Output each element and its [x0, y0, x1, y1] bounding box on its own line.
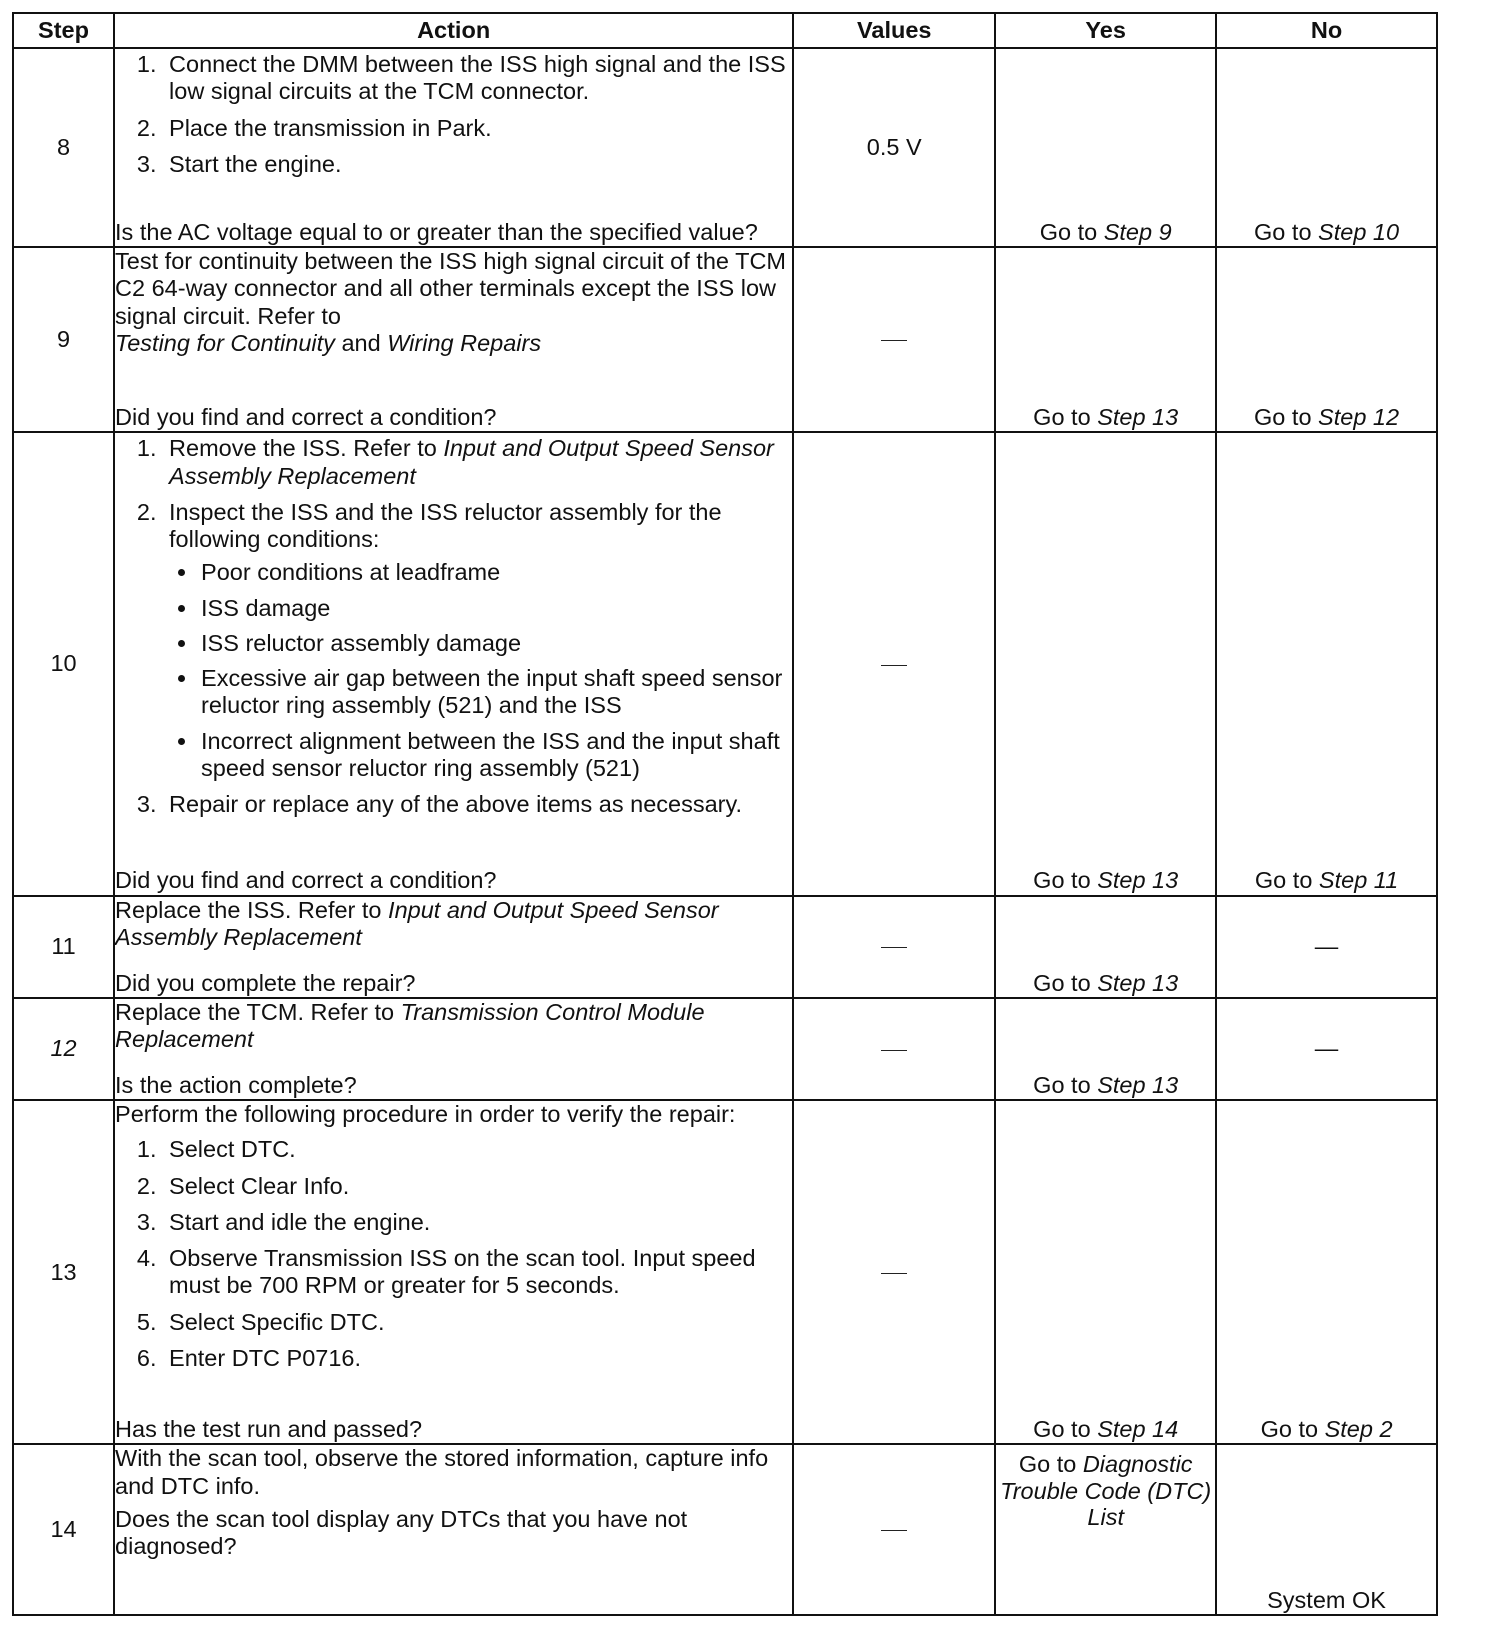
action-question: Did you find and correct a condition?	[115, 867, 497, 894]
action-item	[163, 435, 792, 490]
action-item: 6. Enter DTC P0716.	[163, 1345, 792, 1372]
reference-link[interactable]: Input and Output Speed Sensor Assembly Replacement	[115, 896, 719, 950]
yes-cell	[995, 896, 1216, 998]
value-cell	[793, 247, 995, 432]
action-item: 1. Select DTC.	[163, 1136, 792, 1163]
table-row	[13, 432, 1437, 895]
action-item: 3. Start and idle the engine.	[163, 1209, 792, 1236]
reference-link[interactable]: Wiring Repairs	[387, 329, 542, 356]
action-cell	[114, 896, 793, 998]
yes-prefix: Go to	[1033, 969, 1091, 996]
action-question: Does the scan tool display any DTCs that you have not diagnosed?	[115, 1505, 688, 1560]
yes-link[interactable]: Step 9	[1103, 218, 1172, 245]
diagnostic-table-sheet	[12, 12, 1438, 1616]
action-paragraph	[115, 897, 792, 952]
action-item: 1. Connect the DMM between the ISS high signal and the ISS low signal circuits at the TCM connector.	[163, 51, 792, 106]
value-cell: 0.5 V	[793, 48, 995, 247]
yes-cell	[995, 1100, 1216, 1444]
no-cell: System OK	[1216, 1444, 1437, 1615]
action-item: 3. Start the engine.	[163, 151, 792, 178]
action-cell	[114, 48, 793, 247]
step-number: 11	[13, 896, 114, 998]
value-dash	[881, 1273, 907, 1274]
no-cell	[1216, 432, 1437, 895]
no-link[interactable]: Step 12	[1318, 404, 1400, 431]
value-dash	[881, 665, 907, 666]
step-number: 10	[13, 432, 114, 895]
value-dash	[881, 947, 907, 948]
table-row	[13, 48, 1437, 247]
no-cell	[1216, 247, 1437, 432]
diagnostic-table	[12, 12, 1438, 1616]
condition-bullet: • Excessive air gap between the input shaft speed sensor reluctor ring assembly (521) and the ISS	[199, 665, 792, 720]
value-cell	[793, 1444, 995, 1615]
no-cell	[1216, 1100, 1437, 1444]
value-cell	[793, 998, 995, 1100]
condition-bullet: • Incorrect alignment between the ISS and the input shaft speed sensor reluctor ring assembly (521)	[199, 728, 792, 783]
table-row	[13, 896, 1437, 998]
reference-link[interactable]: Testing for Continuity	[115, 329, 335, 356]
no-cell: —	[1216, 998, 1437, 1100]
table-row	[13, 247, 1437, 432]
action-item	[163, 499, 792, 782]
table-row	[13, 998, 1437, 1100]
header-action: Action	[114, 13, 793, 48]
action-item: 2. Select Clear Info.	[163, 1173, 792, 1200]
action-question: Is the AC voltage equal to or greater than the specified value?	[115, 218, 758, 245]
value-dash	[881, 340, 907, 341]
yes-link[interactable]: Step 13	[1097, 404, 1179, 431]
no-prefix: Go to	[1254, 867, 1313, 894]
action-text: and	[341, 329, 381, 356]
yes-link[interactable]: Step 13	[1097, 969, 1179, 996]
action-item: 4. Observe Transmission ISS on the scan tool. Input speed must be 700 RPM or greater for 5 seconds.	[163, 1245, 792, 1300]
action-item: 2. Place the transmission in Park.	[163, 115, 792, 142]
no-cell	[1216, 48, 1437, 247]
action-text: Inspect the ISS and the ISS reluctor assembly for the following conditions:	[169, 498, 722, 553]
action-paragraph	[115, 248, 792, 357]
action-question: Has the test run and passed?	[115, 1416, 423, 1443]
no-link[interactable]: Step 11	[1318, 867, 1399, 894]
action-question: Did you find and correct a condition?	[115, 404, 497, 431]
condition-bullet: • Poor conditions at leadframe	[199, 559, 792, 586]
table-row	[13, 1444, 1437, 1615]
step-number: 12	[13, 998, 114, 1100]
no-prefix: Go to	[1254, 404, 1312, 431]
action-item: 5. Select Specific DTC.	[163, 1309, 792, 1336]
step-number: 8	[13, 48, 114, 247]
condition-bullet: • ISS reluctor assembly damage	[199, 630, 792, 657]
yes-prefix: Go to	[1039, 218, 1098, 245]
action-text: Remove the ISS. Refer to	[169, 435, 437, 462]
table-row	[13, 1100, 1437, 1444]
no-prefix: Go to	[1254, 218, 1312, 245]
value-cell	[793, 896, 995, 998]
yes-prefix: Go to	[1018, 1451, 1077, 1478]
yes-link[interactable]: Step 13	[1097, 867, 1179, 894]
action-paragraph	[115, 999, 792, 1054]
value-cell	[793, 1100, 995, 1444]
value-dash	[881, 1050, 907, 1051]
action-paragraph: With the scan tool, observe the stored information, capture info and DTC info.	[115, 1445, 769, 1499]
action-cell	[114, 1444, 793, 1615]
reference-link[interactable]: Input and Output Speed Sensor Assembly Replacement	[169, 435, 774, 489]
step-number: 9	[13, 247, 114, 432]
header-values: Values	[793, 13, 995, 48]
yes-link[interactable]: Diagnostic Trouble Code (DTC) List	[1000, 1451, 1212, 1530]
action-cell	[114, 247, 793, 432]
yes-prefix: Go to	[1033, 1071, 1091, 1098]
yes-cell	[995, 432, 1216, 895]
yes-prefix: Go to	[1033, 1416, 1091, 1443]
action-text: Test for continuity between the ISS high signal circuit of the TCM C2 64-way connector and all other terminals except the ISS low signal circuit. Refer to	[115, 248, 786, 329]
action-text: Replace the ISS. Refer to	[115, 896, 382, 923]
step-number: 13	[13, 1100, 114, 1444]
action-intro: Perform the following procedure in order to verify the repair:	[115, 1101, 736, 1128]
action-text: Replace the TCM. Refer to	[115, 998, 395, 1025]
table-header-row	[13, 13, 1437, 48]
yes-prefix: Go to	[1033, 404, 1091, 431]
no-prefix: Go to	[1260, 1416, 1319, 1443]
header-yes: Yes	[995, 13, 1216, 48]
action-question: Is the action complete?	[115, 1071, 357, 1098]
condition-bullet: • ISS damage	[199, 595, 792, 622]
action-cell	[114, 432, 793, 895]
step-number: 14	[13, 1444, 114, 1615]
reference-link[interactable]: Transmission Control Module Replacement	[115, 998, 705, 1053]
no-link[interactable]: Step 10	[1318, 218, 1400, 245]
yes-cell	[995, 247, 1216, 432]
action-cell	[114, 998, 793, 1100]
yes-prefix: Go to	[1033, 867, 1091, 894]
value-cell	[793, 432, 995, 895]
value-dash	[881, 1530, 907, 1531]
header-step: Step	[13, 13, 114, 48]
action-question: Did you complete the repair?	[115, 969, 416, 996]
no-link[interactable]: Step 2	[1324, 1416, 1393, 1443]
yes-cell	[995, 48, 1216, 247]
yes-link[interactable]: Step 14	[1097, 1416, 1179, 1443]
yes-cell	[995, 998, 1216, 1100]
yes-link[interactable]: Step 13	[1097, 1071, 1179, 1098]
no-cell: —	[1216, 896, 1437, 998]
yes-cell	[995, 1444, 1216, 1615]
action-item: 3. Repair or replace any of the above items as necessary.	[163, 791, 792, 818]
header-no: No	[1216, 13, 1437, 48]
action-cell	[114, 1100, 793, 1444]
